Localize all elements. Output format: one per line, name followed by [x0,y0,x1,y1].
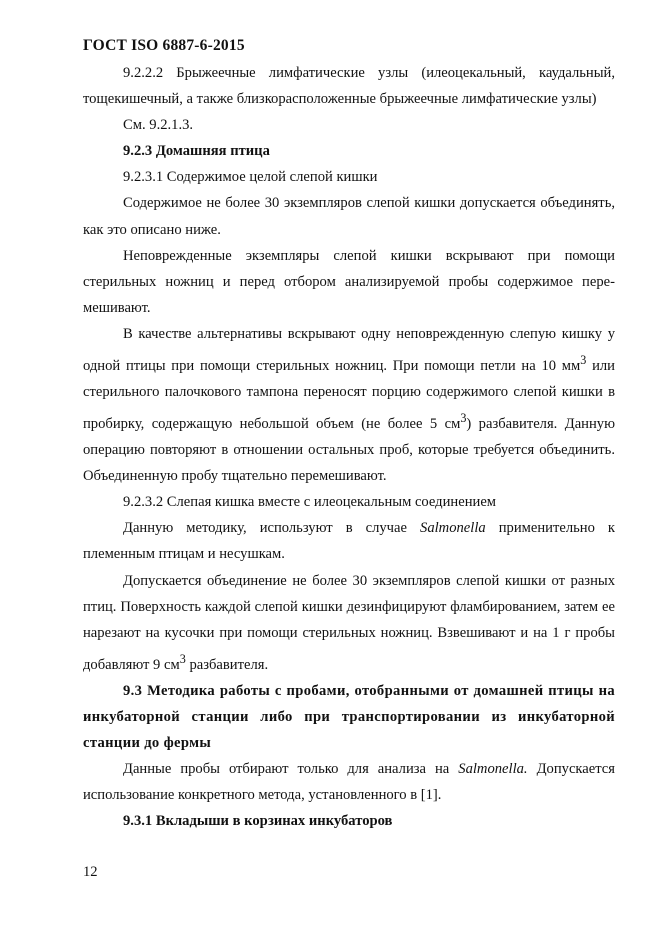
section-heading-9-2-3: 9.2.3 Домашняя птица [123,143,270,160]
italic-organism-name: Salmonella. [458,761,528,778]
text-run: разбавителя. [185,656,269,673]
clause-9-2-3-2: 9.2.3.2 Слепая кишка вместе с илеоцекальным соединением [123,494,497,511]
text-run: В качестве альтернативы вскрывают одну неповрежденную слепую кишку у одной птицы при помощи стерильных ножниц. При помощи петли на 10 мм [83,325,615,374]
paragraph-disinfection [83,568,615,678]
text-run: или стерильного палочкового тампона переносят порцию содержимого слепой кишки в пробирку, содержащую небольшой объем (не более 5 см [83,357,615,432]
text-run: Данные пробы отбирают только для анализа на [123,761,459,778]
text-run: Допускается объединение не более 30 экземпляров слепой кишки от разных птиц. Поверхность каждой слепой кишки дезинфицируют фламбированием, затем ее нарезают на кусочки при помощи стерильных ножниц. Взвешивают и на 1 г пробы добавляют 9 см [83,572,615,673]
text-run: применительно к племенным птицам и несушкам. [83,520,615,563]
section-heading-9-3-1: 9.3.1 Вкладыши в корзинах инкубаторов [123,813,393,830]
italic-organism-name: Salmonella [420,520,486,537]
text-run: ) разбавителя. Данную операцию повторяют в отношении остальных проб, которые требуется объединить. Объединенную пробу тщательно перемешивают. [83,415,615,485]
text-run: Допускается использование конкретного метода, установленного в [1]. [83,761,615,804]
superscript: 3 [179,651,186,666]
page-number: 12 [83,864,98,880]
paragraph-opening: Неповрежденные экземпляры слепой кишки вскрывают при помощи стерильных ножниц и перед отбором анализируемой пробы содержимое перемешивают. [83,247,615,316]
cross-reference: См. 9.2.1.3. [123,117,194,134]
clause-9-2-2-2: 9.2.2.2 Брыжеечные лимфатические узлы (илеоцекальный, каудальный, тощекишечный, а также близкорасположенные брыжеечные лимфатические узлы) [83,65,615,108]
document-body [83,60,615,834]
paragraph-pooling: Содержимое не более 30 экземпляров слепой кишки допускается объединять, как это описано ниже. [83,195,615,238]
paragraph-alternative [83,321,615,489]
standard-code-header: ГОСТ ISO 6887-6-2015 [83,37,245,54]
text-run: Данную методику, используют в случае [123,520,421,537]
superscript: 3 [460,411,467,426]
section-heading-9-3: 9.3 Методика работы с пробами, отобранными от домашней птицы на инкубаторной станции либо при транспортировании из инкубаторной станции до фермы [83,682,615,751]
paragraph-hatchery-samples [83,756,615,808]
clause-9-2-3-1: 9.2.3.1 Содержимое целой слепой кишки [123,169,378,186]
paragraph-method-use [83,515,615,567]
superscript: 3 [580,353,587,368]
